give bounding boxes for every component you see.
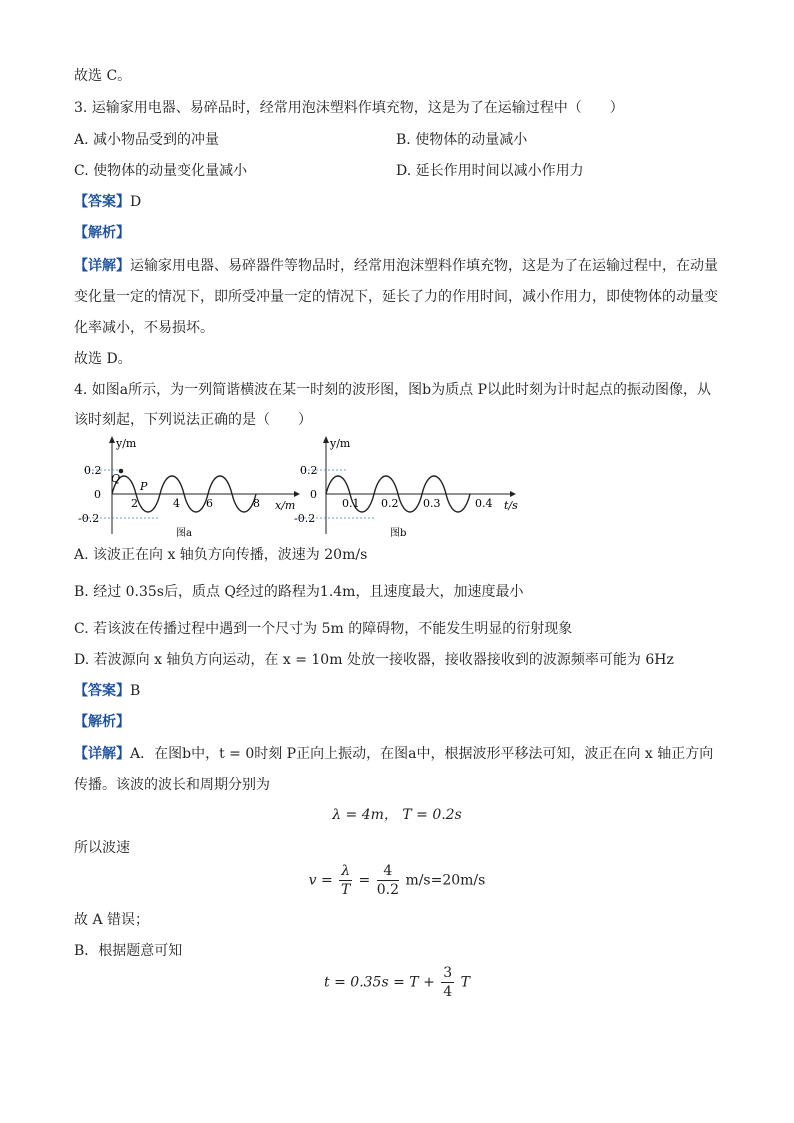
q4-detail-line-2: 传播。该波的波长和周期分别为 — [74, 777, 270, 793]
fig-b-ylabel: y/m — [330, 437, 351, 450]
a-wrong: 故 A 错误； — [74, 912, 150, 928]
wave-figure — [78, 434, 534, 548]
answer-tag: 【答案】 — [74, 194, 130, 210]
eq2-fraction-2 — [377, 862, 399, 899]
eq2-rhs: m/s=20m/s — [405, 872, 486, 889]
fig-a-ylabel: y/m — [116, 437, 137, 450]
fig-a-y-arrow — [109, 436, 115, 443]
fig-a-xlabel: x/m — [275, 499, 296, 512]
q4-detail-line-1 — [74, 744, 713, 764]
fig-a-ytick-zero: 0 — [94, 488, 101, 501]
q4-option-b: B. 经过 0.35s后，质点 Q经过的路程为1.4m，且速度最大，加速度最小 — [74, 584, 524, 600]
fig-a-xtick-8: 8 — [253, 497, 260, 510]
fig-b-ytick-bottom: -0.2 — [294, 512, 316, 525]
fig-b-xlabel: t/s — [504, 499, 518, 512]
q3-detail-line-3: 化率减小，不易损坏。 — [74, 320, 214, 336]
detail-text: A．在图b中，t = 0时刻 P正向上振动，在图a中，根据波形平移法可知，波正在向 x 轴正方向 — [130, 746, 714, 762]
figure-b — [294, 436, 518, 539]
q3-option-d: D. 延长作用时间以减小作用力 — [396, 163, 584, 179]
q4-option-d: D. 若波源向 x 轴负方向运动，在 x = 10m 处放一接收器，接收器接收到的波源频率可能为 6Hz — [74, 652, 674, 668]
fig-b-xtick-01: 0.1 — [342, 497, 360, 510]
fig-b-xtick-02: 0.2 — [381, 497, 399, 510]
eq2-frac1-num: λ — [341, 863, 351, 879]
q4-stem-line-2: 该时刻起，下列说法正确的是（ ） — [74, 412, 312, 428]
q3-answer — [74, 192, 141, 212]
eq2-frac1-den: T — [340, 882, 351, 898]
conclusion-c: 故选 C。 — [74, 68, 132, 84]
detail-tag: 【详解】 — [74, 258, 130, 274]
fig-b-xtick-04: 0.4 — [475, 497, 493, 510]
q3-option-a: A. 减小物品受到的冲量 — [74, 132, 220, 148]
fig-b-xtick-03: 0.3 — [423, 497, 441, 510]
equation-speed — [0, 862, 794, 899]
fig-a-label-q: Q — [111, 472, 121, 485]
fig-b-x-arrow — [510, 491, 516, 497]
q4-option-c: C. 若该波在传播过程中遇到一个尺寸为 5m 的障碍物，不能发生明显的衍射现象 — [74, 621, 573, 637]
q3-option-b: B. 使物体的动量减小 — [396, 132, 528, 148]
fig-a-ytick-bottom: -0.2 — [78, 512, 100, 525]
detail-text: 运输家用电器、易碎器件等物品时，经常用泡沫塑料作填充物，这是为了在运输过程中，在动量 — [130, 258, 718, 274]
fig-b-y-arrow — [323, 436, 329, 443]
eq3-frac-num: 3 — [443, 965, 453, 981]
eq2-fraction-1 — [339, 862, 352, 899]
eq3-rhs: T — [460, 974, 470, 991]
q4-answer — [74, 681, 140, 701]
fig-a-x-arrow — [294, 491, 300, 497]
fig-a-xtick-2: 2 — [131, 497, 138, 510]
eq2-frac2-num: 4 — [377, 862, 399, 881]
eq3-frac-den: 4 — [443, 984, 453, 1000]
eq2-frac2-den: 0.2 — [376, 882, 399, 898]
b-intro: B．根据题意可知 — [74, 943, 183, 959]
eq3-fraction — [441, 964, 454, 1001]
fig-a-ytick-top: 0.2 — [84, 464, 102, 477]
q3-stem: 3. 运输家用电器、易碎品时，经常用泡沫塑料作填充物，这是为了在运输过程中（ ） — [74, 100, 624, 116]
answer-tag: 【答案】 — [74, 683, 130, 699]
detail-tag: 【详解】 — [74, 746, 130, 762]
eq2-lhs: v = — [308, 872, 333, 889]
q4-analysis — [74, 712, 130, 732]
eq3-lhs: t = 0.35s = T + — [324, 974, 435, 991]
fig-a-xtick-6: 6 — [206, 497, 213, 510]
wave-figure-svg — [78, 434, 534, 544]
q4-option-a: A. 该波正在向 x 轴负方向传播，波速为 20m/s — [74, 547, 368, 563]
fig-b-ytick-top: 0.2 — [300, 464, 318, 477]
equation-time — [0, 964, 794, 1001]
q3-analysis — [74, 223, 130, 243]
figure-a — [78, 436, 300, 539]
answer-value: B — [130, 683, 141, 699]
q3-option-c: C. 使物体的动量变化量减小 — [74, 163, 248, 179]
q3-detail-line-1 — [74, 256, 718, 276]
fig-b-caption: 图b — [390, 528, 407, 539]
analysis-tag: 【解析】 — [74, 225, 130, 241]
equation-wavelength-period: λ = 4m， T = 0.2s — [332, 807, 462, 823]
analysis-tag: 【解析】 — [74, 714, 130, 730]
fig-a-caption: 图a — [176, 528, 192, 539]
fig-a-xtick-4: 4 — [173, 497, 180, 510]
q4-stem-line-1: 4. 如图a所示，为一列简谐横波在某一时刻的波形图，图b为质点 P以此时刻为计时起点的振动图像，从 — [74, 382, 711, 398]
fig-b-ytick-zero: 0 — [310, 488, 317, 501]
fig-a-label-p: P — [140, 480, 148, 493]
q3-conclusion: 故选 D。 — [74, 351, 132, 367]
eq2-equals: = — [358, 872, 371, 889]
q3-detail-line-2: 变化量一定的情况下，即所受冲量一定的情况下，延长了力的作用时间，减小作用力，即使物体的动量变 — [74, 289, 718, 305]
speed-intro: 所以波速 — [74, 840, 130, 856]
answer-value: D — [130, 194, 142, 210]
